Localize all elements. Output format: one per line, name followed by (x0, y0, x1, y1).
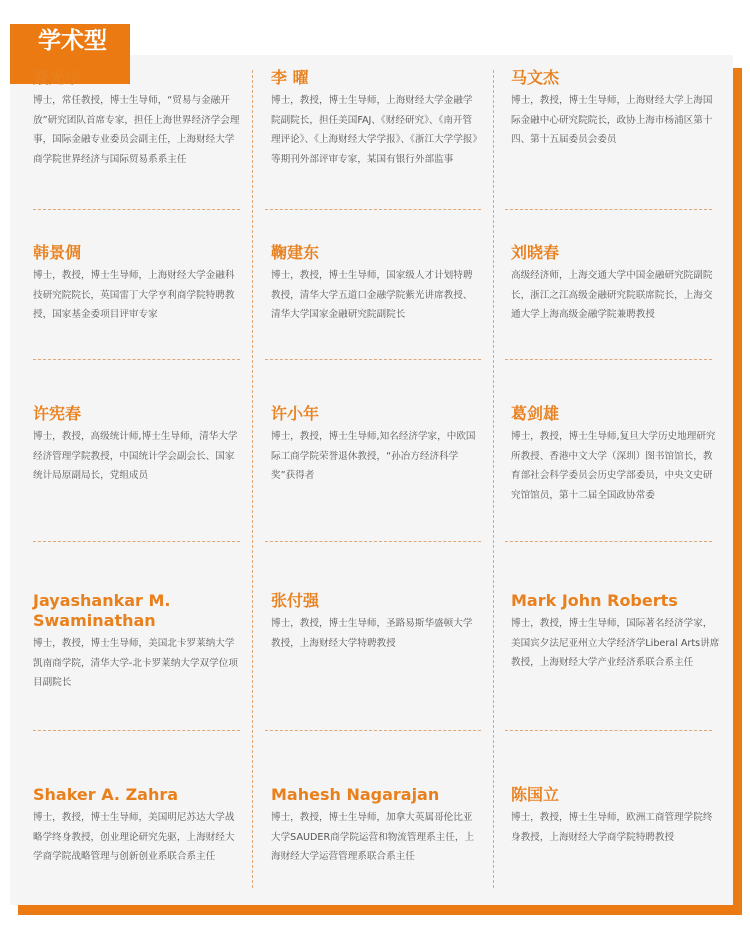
profile-card (33, 404, 243, 486)
person-name: 陈国立 (511, 785, 560, 804)
person-description: 博士，教授，博士生导师，上海财经大学上海国际金融中心研究院院长，政协上海市杨浦区第十四、第十五届委员会委员 (511, 95, 713, 145)
row-divider (265, 541, 481, 542)
person-description: 高级经济师，上海交通大学中国金融研究院副院长，浙江之江高级金融研究院联席院长，上海交通大学上海高级金融学院兼聘教授 (511, 270, 713, 320)
person-name: 鞠建东 (271, 243, 320, 262)
profile-card (511, 785, 721, 847)
profile-card (271, 68, 481, 169)
person-name: Mahesh Nagarajan (271, 785, 440, 804)
person-name: 葛剑雄 (511, 404, 560, 423)
row-divider (505, 541, 712, 542)
row-divider (33, 209, 240, 210)
person-name: 刘晓春 (511, 243, 560, 262)
profile-card (271, 785, 481, 867)
profile-card (511, 68, 721, 150)
orange-frame-right (733, 68, 742, 915)
person-name: 许宪春 (33, 404, 82, 423)
person-name: 马文杰 (511, 68, 560, 87)
person-name: 聂光宇 (33, 68, 82, 87)
profile-card (271, 404, 481, 486)
profile-card (511, 243, 721, 325)
person-name: Shaker A. Zahra (33, 785, 179, 804)
row-divider (33, 541, 240, 542)
row-divider (33, 730, 240, 731)
person-name: 许小年 (271, 404, 320, 423)
row-divider (265, 359, 481, 360)
row-divider (265, 730, 481, 731)
profile-card (33, 68, 243, 169)
person-description: 博士，教授，博士生导师，美国北卡罗莱纳大学凯南商学院，清华大学-北卡罗莱纳大学双学位项目副院长 (33, 638, 238, 688)
person-description: 博士，教授，博士生导师，圣路易斯华盛顿大学教授，上海财经大学特聘教授 (271, 618, 473, 649)
person-description: 博士，教授，博士生导师，上海财经大学金融学院副院长，担任美国FAJ、《财经研究》、《南开管理评论》、《上海财经大学学报》、《浙江大学学报》等期刊外部评审专家，某国有银行外部监事 (271, 95, 478, 165)
person-description: 博士，教授，博士生导师，欧洲工商管理学院终身教授，上海财经大学商学院特聘教授 (511, 812, 713, 843)
person-description: 博士，教授，博士生导师，国际著名经济学家，美国宾夕法尼亚州立大学经济学Liberal Arts讲席教授，上海财经大学产业经济系联合系主任 (511, 618, 720, 668)
person-name: 张付强 (271, 591, 320, 610)
profile-card (33, 591, 243, 693)
person-description: 博士，教授，博士生导师，国家级人才计划特聘教授，清华大学五道口金融学院紫光讲席教授、清华大学国家金融研究院副院长 (271, 270, 473, 320)
person-description: 博士，教授，博士生导师，上海财经大学金融科技研究院院长，英国雷丁大学亨利商学院特聘教授，国家基金委项目评审专家 (33, 270, 235, 320)
person-name: Mark John Roberts (511, 591, 678, 610)
person-name: Jayashankar M. Swaminathan (33, 591, 171, 630)
profile-card (33, 243, 243, 325)
profile-card (271, 243, 481, 325)
person-description: 博士，教授，博士生导师，加拿大英属哥伦比亚大学SAUDER商学院运营和物流管理系主任，上海财经大学运营管理系联合系主任 (271, 812, 475, 862)
person-description: 博士，教授，博士生导师，美国明尼苏达大学战略学终身教授，创业理论研究先驱，上海财经大学商学院战略管理与创新创业系联合系主任 (33, 812, 235, 862)
profile-card (33, 785, 243, 867)
section-title: 学术型 (10, 24, 130, 84)
row-divider (505, 730, 712, 731)
row-divider (505, 209, 712, 210)
column-divider (493, 70, 494, 888)
profile-card (511, 591, 721, 673)
row-divider (33, 359, 240, 360)
person-description: 博士，常任教授，博士生导师，“贸易与金融开放”研究团队首席专家，担任上海世界经济学会理事，国际金融专业委员会副主任，上海财经大学商学院世界经济与国际贸易系系主任 (33, 95, 240, 165)
person-description: 博士，教授，高级统计师,博士生导师，清华大学经济管理学院教授，中国统计学会副会长、国家统计局原副局长，党组成员 (33, 431, 238, 481)
orange-frame-bottom (18, 905, 742, 915)
row-divider (265, 209, 481, 210)
profile-card (511, 404, 721, 505)
person-name: 李 曜 (271, 68, 309, 87)
person-name: 韩景倜 (33, 243, 82, 262)
person-description: 博士，教授，博士生导师,复旦大学历史地理研究所教授、香港中文大学（深圳）图书馆馆长，教育部社会科学委员会历史学部委员，中央文史研究馆馆员，第十二届全国政协常委 (511, 431, 716, 501)
person-description: 博士，教授，博士生导师,知名经济学家，中欧国际工商学院荣誉退休教授，“孙冶方经济科学奖”获得者 (271, 431, 476, 481)
profile-card (271, 591, 481, 653)
column-divider (252, 70, 253, 888)
row-divider (505, 359, 712, 360)
